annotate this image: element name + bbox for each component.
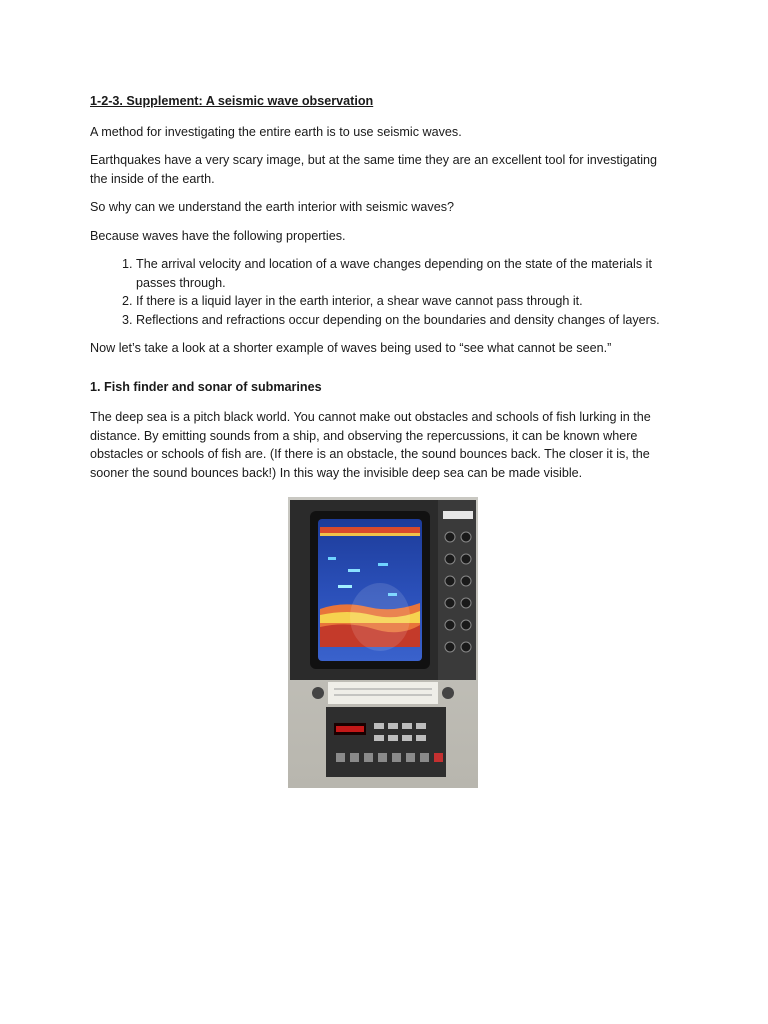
list-item: 1. The arrival velocity and location of a wave changes depending on the state of the materials it passes through. — [136, 255, 670, 292]
screen-glare — [350, 583, 410, 651]
subsection-title: 1. Fish finder and sonar of submarines — [90, 379, 322, 394]
surface-return-band — [320, 527, 420, 533]
lower-control-unit — [326, 707, 446, 777]
indicator-plate — [443, 511, 473, 519]
fish-echo-mark — [348, 569, 360, 572]
section-title: 1-2-3. Supplement: A seismic wave observation — [90, 94, 374, 108]
led-digits — [336, 726, 364, 732]
properties-list — [90, 255, 670, 329]
document-body — [90, 92, 670, 492]
paragraph-fish-finder: The deep sea is a pitch black world. You cannot make out obstacles and schools of fish lurking in the distance. By emitting sounds from a ship, and observing the repercussions, it can be known where obstacles or schools of fish are. (If there is an obstacle, the sound bounces back. The closer it is, the sooner the sound bounces back!) In this way the invisible deep sea can be made visible. — [90, 410, 651, 480]
red-key — [434, 753, 443, 762]
paragraph-properties-intro: Because waves have the following properties. — [90, 228, 346, 243]
fish-finder-photo — [288, 497, 478, 788]
fish-echo-mark — [338, 585, 352, 588]
surface-yellow-band — [320, 533, 420, 536]
paragraph-earthquakes: Earthquakes have a very scary image, but at the same time they are an excellent tool for investigating the inside of the earth. — [90, 153, 658, 186]
paper-recorder — [328, 682, 438, 704]
recorder-knob — [442, 687, 454, 699]
paragraph-transition: Now let’s take a look at a shorter example of waves being used to “see what cannot be seen.” — [90, 341, 612, 355]
fish-finder-illustration — [288, 497, 478, 788]
fish-echo-mark — [328, 557, 336, 560]
list-item: 2. If there is a liquid layer in the earth interior, a shear wave cannot pass through it. — [136, 292, 670, 311]
control-strip — [438, 500, 476, 680]
fish-echo-mark — [378, 563, 388, 566]
recorder-knob — [312, 687, 324, 699]
list-item: 3. Reflections and refractions occur depending on the boundaries and density changes of layers. — [136, 311, 670, 330]
paragraph-intro: A method for investigating the entire earth is to use seismic waves. — [90, 124, 462, 139]
paragraph-question: So why can we understand the earth interior with seismic waves? — [90, 200, 454, 214]
